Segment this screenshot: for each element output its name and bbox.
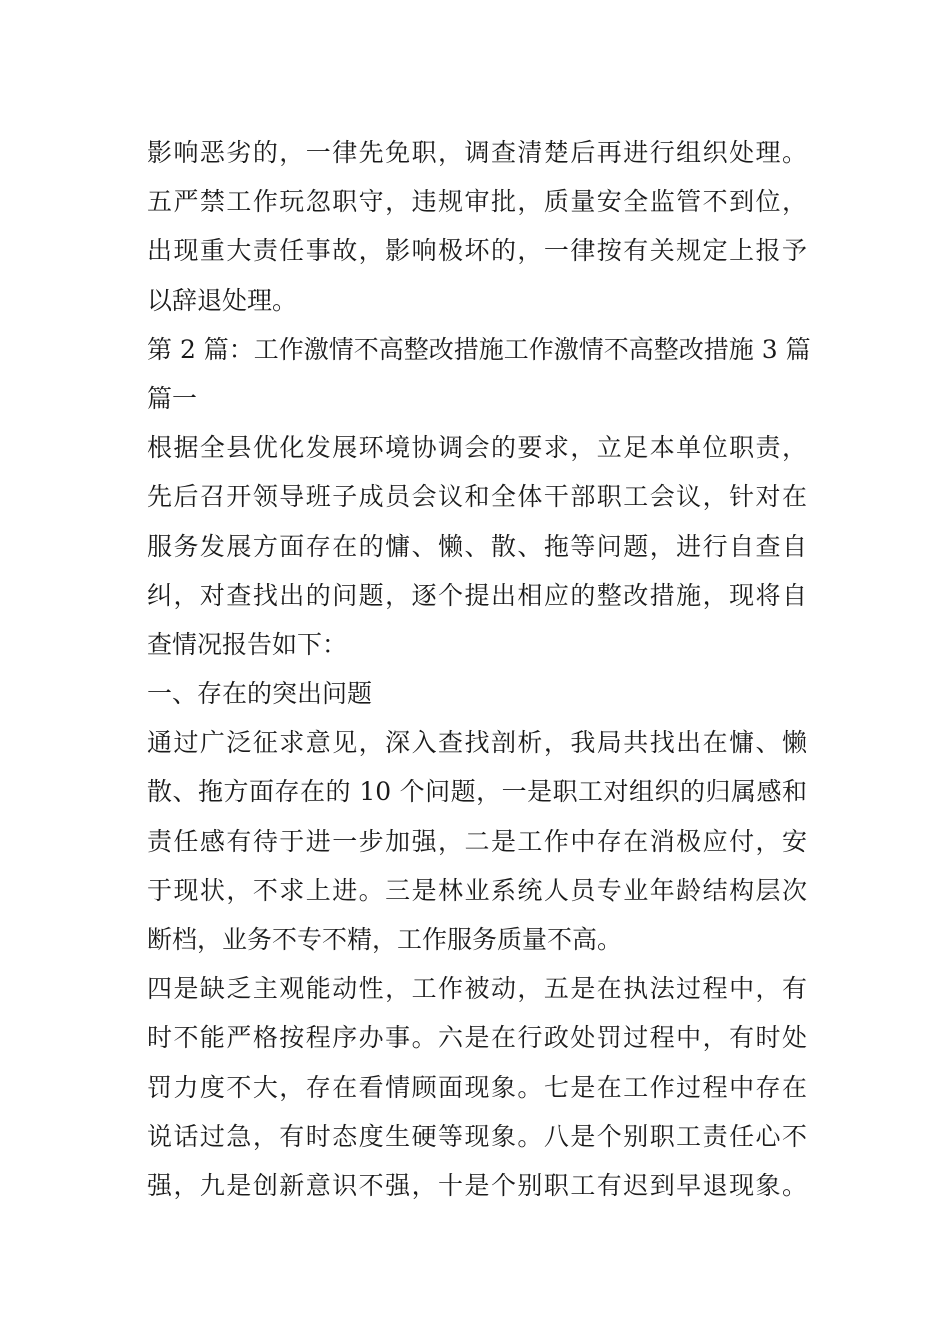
text-line: 责任感有待于进一步加强，二是工作中存在消极应付，安 (147, 826, 807, 856)
text-line: 服务发展方面存在的慵、懒、散、拖等问题，进行自查自 (147, 531, 807, 561)
text-line: 根据全县优化发展环境协调会的要求，立足本单位职责， (147, 433, 807, 463)
text-line: 于现状，不求上进。三是林业系统人员专业年龄结构层次 (147, 875, 807, 905)
text-line: 一、存在的突出问题 (147, 679, 373, 709)
text-line: 以辞退处理。 (147, 285, 298, 315)
text-line: 影响恶劣的，一律先免职，调查清楚后再进行组织处理。 (147, 138, 807, 167)
text-line: 篇一 (147, 383, 198, 413)
text-line: 纠，对查找出的问题，逐个提出相应的整改措施，现将自 (147, 580, 807, 610)
text-line: 通过广泛征求意见，深入查找剖析，我局共找出在慵、懒 (147, 728, 807, 758)
text-line: 强，九是创新意识不强，十是个别职工有迟到早退现象。 (147, 1170, 807, 1200)
text-line: 先后召开领导班子成员会议和全体干部职工会议，针对在 (147, 482, 807, 512)
text-line: 罚力度不大，存在看情顾面现象。七是在工作过程中存在 (147, 1072, 807, 1102)
text-line: 时不能严格按程序办事。六是在行政处罚过程中，有时处 (147, 1023, 807, 1053)
text-line: 出现重大责任事故，影响极坏的，一律按有关规定上报予 (147, 236, 807, 266)
text-line: 说话过急，有时态度生硬等现象。八是个别职工责任心不 (147, 1121, 807, 1151)
text-line: 四是缺乏主观能动性，工作被动，五是在执法过程中，有 (147, 974, 807, 1004)
document-body (147, 128, 811, 1210)
text-line: 查情况报告如下： (147, 629, 348, 659)
text-line: 第 2 篇：工作激情不高整改措施工作激情不高整改措施 3 篇 (147, 334, 811, 364)
text-line: 断档，业务不专不精，工作服务质量不高。 (147, 925, 623, 954)
text-line: 散、拖方面存在的 10 个问题，一是职工对组织的归属感和 (147, 777, 807, 807)
text-line: 五严禁工作玩忽职守，违规审批，质量安全监管不到位， (147, 187, 807, 217)
